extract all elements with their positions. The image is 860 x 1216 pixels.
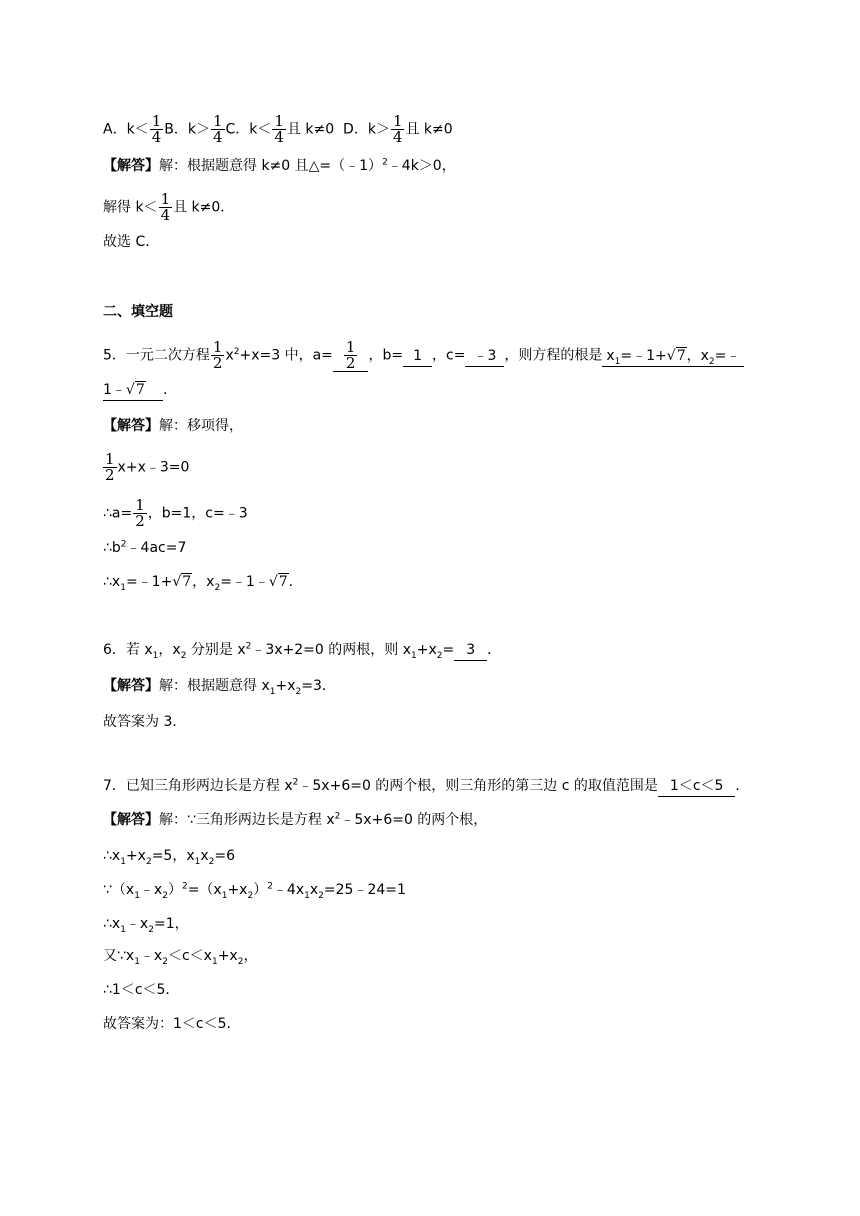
answer-tag: 【解答】 [103,158,159,174]
blank-c: ﹣3 [465,346,504,367]
q5-answer-line4 [103,538,186,558]
fraction: $\frac{1}{4}$ [392,112,403,146]
q5-answer-line2 [103,452,189,483]
option-d: D．k＞ [343,121,390,138]
option-a: A．k＜ [103,121,149,138]
blank-answer: 3 [454,640,487,661]
exponent: 2 [382,157,388,168]
text: ． [163,382,178,398]
text: 解：移项得， [159,418,243,434]
text: 解得 k＜ [103,199,158,216]
q7-answer-line5: 又$\because x_1﹣x_2<c<x_1+x_2$， [103,948,258,967]
option-c-tail: 且 k≠0 [286,121,335,138]
text: x [225,347,234,364]
text: 解：根据题意得 k≠0 且△=（﹣1） [159,158,383,174]
exponent: 2 [233,346,240,357]
text: 5．一元二次方程 [103,347,210,364]
text: x+x﹣3=0 [117,459,190,476]
option-b: B．k＞ [164,121,210,138]
text: +x=3 中，a= [239,347,333,364]
q5-answer-line1 [103,416,243,436]
fraction: $\frac{1}{2}$ [345,338,356,372]
q5-answer-line3 [103,498,248,529]
q7-stem: 7．已知三角形两边长是方程 $x^2﹣5x+6=0$ 的两个根，则三角形的第三边 c 的取值范围是 1＜c＜5 ． [103,776,749,797]
text: ∴a= [103,505,133,522]
answer-tag: 【解答】 [103,678,159,694]
text: ﹣4k＞0， [387,158,456,174]
q5-answer-line5: $\therefore x_1=﹣1+√7$，$x_2=﹣1﹣√7$． [103,574,303,593]
fraction: $\frac{1}{2}$ [105,450,115,484]
q4-answer-line2 [103,192,234,223]
option-c: C．k＜ [225,121,272,138]
fraction: $\frac{1}{2}$ [212,338,223,372]
text: ，b=1，c=﹣3 [147,505,248,522]
fraction: $\frac{1}{4}$ [274,112,284,146]
text: ，c= [432,347,466,364]
text: ﹣4ac=7 [126,540,187,556]
fraction: $\frac{1}{2}$ [135,496,145,530]
fraction: $\frac{1}{4}$ [212,112,223,146]
q4-answer-line1 [103,156,456,176]
q4-answer-line3: 故选 C． [103,234,160,250]
q6-answer-line1: 【解答】解：根据题意得 $x_1+x_2=3$． [103,678,336,697]
q5-stem-cont [103,380,177,401]
q5-stem [103,340,744,372]
blank-answer: 1＜c＜5 [658,776,736,797]
answer-tag: 【解答】 [103,418,159,434]
q6-answer-line2: 故答案为 3． [103,714,187,730]
text: ∴b [103,540,121,556]
blank-roots: $x_1=﹣1+√7$，$x_2=﹣$ [602,346,744,367]
blank-b: 1 [403,346,432,367]
q7-answer-line7: 故答案为：1＜c＜5． [103,1016,241,1032]
q7-answer-line3: $\because(x_1﹣x_2)^2=(x_1+x_2)^2﹣4x_1x_2=25﹣24=1$ [103,881,406,901]
q7-answer-line2: $\therefore x_1+x_2=5$，$x_1x_2=6$ [103,848,236,867]
q4-options [103,114,453,145]
answer-tag: 【解答】 [103,812,159,828]
text: 且 k≠0． [173,199,235,216]
q7-answer-line4: $\therefore x_1﹣x_2=1$， [103,916,189,935]
q7-answer-line6: ∴1＜c＜5． [103,982,180,998]
option-d-tail: 且 k≠0 [405,121,453,138]
blank-roots-cont: 1﹣√7 [103,380,163,401]
blank-a [333,340,369,372]
fraction: $\frac{1}{4}$ [151,112,162,146]
q6-stem: 6．若 $x_1$，$x_2$ 分别是 $x^2﹣3x+2=0$ 的两根，则 $x_1+x_2= 3$ ． [103,641,502,661]
fraction: $\frac{1}{4}$ [160,190,171,224]
text: ，b= [368,347,404,364]
exponent: 2 [120,539,127,550]
q7-answer-line1: 【解答】解：∵三角形两边长是方程 $x^2﹣5x+6=0$ 的两个根， [103,811,488,828]
section-title: 二、填空题 [103,304,173,320]
text: ，则方程的根是 [504,347,603,364]
